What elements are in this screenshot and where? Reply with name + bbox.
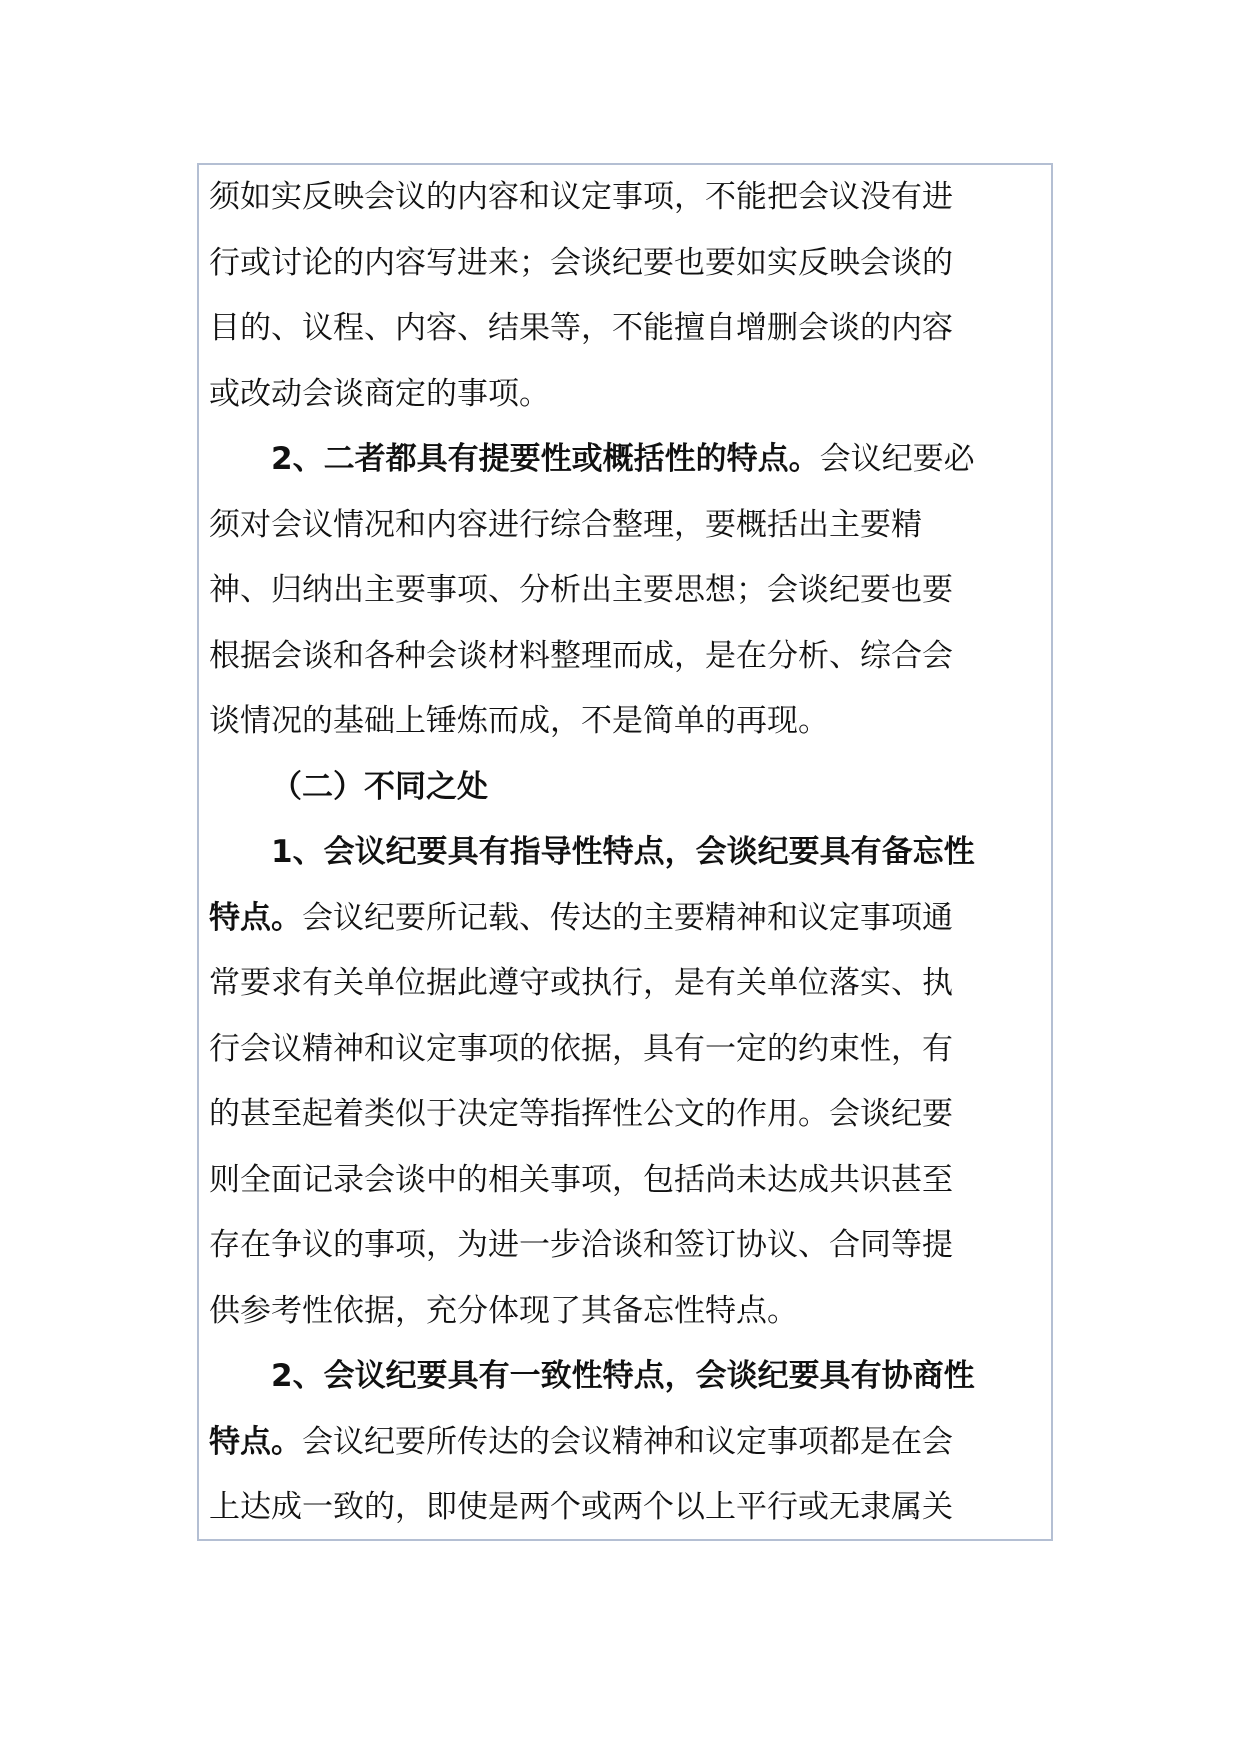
- text-line: 须如实反映会议的内容和议定事项，不能把会议没有进: [209, 179, 953, 215]
- text-line: 存在争议的事项，为进一步洽谈和签订协议、合同等提: [209, 1227, 953, 1263]
- text-line: 行会议精神和议定事项的依据，具有一定的约束性，有: [209, 1030, 953, 1067]
- text-line: 常要求有关单位据此遵守或执行，是有关单位落实、执: [209, 965, 953, 1001]
- paragraph-line: [209, 886, 1049, 952]
- text-line: 根据会谈和各种会谈材料整理而成，是在分析、综合会: [209, 637, 953, 674]
- text-line: 供参考性依据，充分体现了其备忘性特点。: [209, 1292, 798, 1329]
- bold-lead-line: 2、会议纪要具有一致性特点，会谈纪要具有协商性: [271, 1358, 975, 1394]
- text-line: 则全面记录会谈中的相关事项，包括尚未达成共识甚至: [209, 1161, 953, 1198]
- document-body: [209, 165, 1049, 1541]
- text-line: 上达成一致的，即使是两个或两个以上平行或无隶属关: [209, 1489, 953, 1525]
- text-line: 须对会议情况和内容进行综合整理，要概括出主要精: [209, 506, 922, 543]
- text-run: 会议纪要所传达的会议精神和议定事项都是在会: [302, 1423, 953, 1460]
- section-heading: （二）不同之处: [271, 768, 488, 805]
- bold-lead-line: 1、会议纪要具有指导性特点，会谈纪要具有备忘性: [271, 834, 975, 870]
- text-line: 或改动会谈商定的事项。: [209, 375, 550, 412]
- bold-lead: 特点。: [209, 899, 302, 936]
- text-line: 行或讨论的内容写进来；会谈纪要也要如实反映会谈的: [209, 244, 953, 281]
- bold-lead: 特点。: [209, 1423, 302, 1460]
- bold-lead: 2、二者都具有提要性或概括性的特点。: [271, 441, 820, 477]
- text-line: 谈情况的基础上锤炼而成，不是简单的再现。: [209, 703, 829, 739]
- text-line: 神、归纳出主要事项、分析出主要思想；会谈纪要也要: [209, 572, 953, 608]
- text-line: 目的、议程、内容、结果等，不能擅自增删会谈的内容: [209, 310, 953, 346]
- text-run: 会议纪要所记载、传达的主要精神和议定事项通: [302, 899, 953, 936]
- paragraph-line: [209, 1410, 1049, 1476]
- text-run: 会议纪要必: [819, 441, 975, 477]
- paragraph-first-line: [209, 427, 1049, 493]
- text-line: 的甚至起着类似于决定等指挥性公文的作用。会谈纪要: [209, 1096, 953, 1132]
